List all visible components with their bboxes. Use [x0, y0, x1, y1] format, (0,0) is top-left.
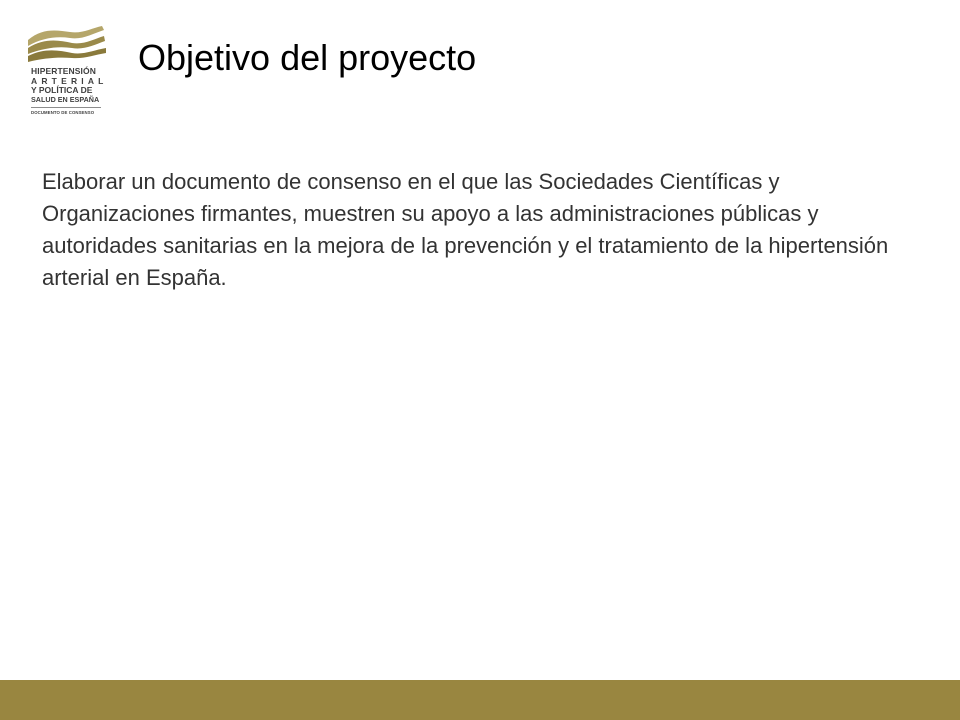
slide-body-text: Elaborar un documento de consenso en el que las Sociedades Científicas y Organizaciones firmantes, muestren su apoyo a las administraciones públicas y autoridades sanitarias en la mejora de la prevención y el tratamiento de la hipertensión arterial en España.: [42, 169, 889, 290]
logo-line-2: ARTERIAL: [31, 75, 108, 86]
slide-title: Objetivo del proyecto: [138, 37, 477, 78]
logo-line-5: DOCUMENTO DE CONSENSO: [31, 109, 95, 115]
logo-line-4: SALUD EN ESPAÑA: [31, 94, 100, 104]
logo-line-3: Y POLÍTICA DE: [31, 85, 93, 95]
footer-bar: [0, 680, 960, 720]
logo: [28, 26, 118, 126]
logo-text: [31, 67, 117, 115]
logo-line-1: HIPERTENSIÓN: [31, 66, 96, 76]
logo-divider: [31, 107, 101, 108]
logo-waves-icon: [28, 26, 106, 66]
